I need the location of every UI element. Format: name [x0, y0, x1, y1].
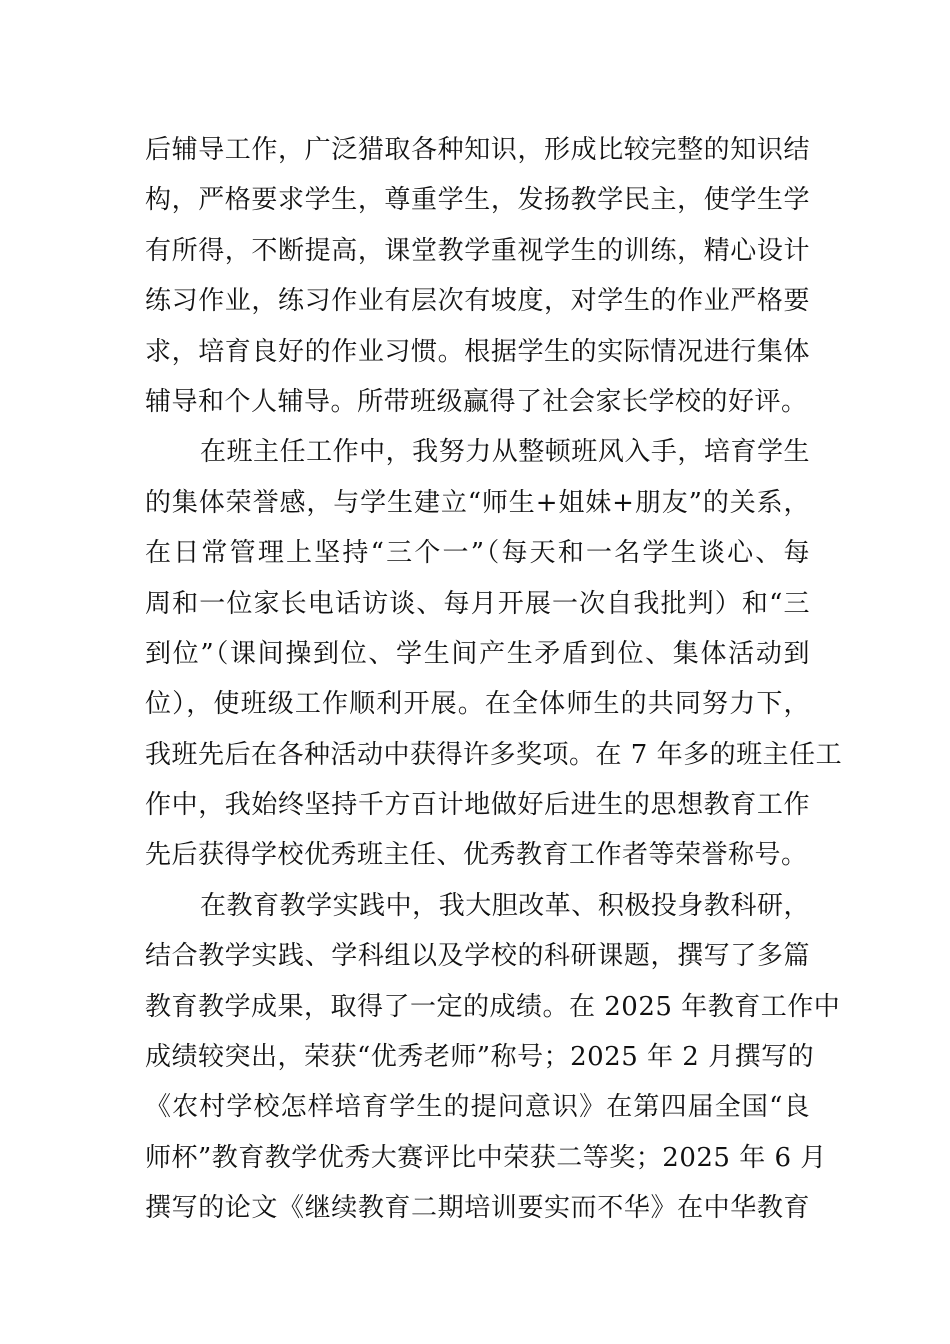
text-line: 《农村学校怎样培育学生的提问意识》在第四届全国“良	[145, 1092, 810, 1123]
text-line: 撰写的论文《继续教育二期培训要实而不华》在中华教育	[145, 1193, 810, 1224]
text-line: 教育教学成果，取得了一定的成绩。在 2025 年教育工作中	[145, 991, 841, 1022]
paragraph	[145, 125, 810, 427]
text-line: 后辅导工作，广泛猎取各种知识，形成比较完整的知识结	[145, 135, 810, 165]
text-line: 作中，我始终坚持千方百计地做好后进生的思想教育工作	[145, 790, 810, 821]
paragraph	[145, 881, 841, 1234]
text-line: 有所得，不断提高，课堂教学重视学生的训练，精心设计	[145, 235, 810, 266]
text-line: 在班主任工作中，我努力从整顿班风入手，培育学生	[200, 437, 810, 468]
text-line: 先后获得学校优秀班主任、优秀教育工作者等荣誉称号。	[145, 840, 808, 871]
text-line: 师杯”教育教学优秀大赛评比中荣获二等奖；2025 年 6 月	[145, 1142, 827, 1173]
text-line: 在日常管理上坚持“三个一”（每天和一名学生谈心、每	[145, 538, 810, 569]
text-line: 练习作业，练习作业有层次有坡度，对学生的作业严格要	[145, 286, 810, 317]
paragraph	[145, 427, 843, 881]
text-line: 在教育教学实践中，我大胆改革、积极投身教科研，	[200, 890, 810, 921]
text-line: 成绩较突出，荣获“优秀老师”称号；2025 年 2 月撰写的	[145, 1042, 815, 1073]
text-line: 位），使班级工作顺利开展。在全体师生的共同努力下，	[145, 689, 810, 720]
text-line: 我班先后在各种活动中获得许多奖项。在 7 年多的班主任工	[145, 739, 843, 770]
text-line: 周和一位家长电话访谈、每月开展一次自我批判）和“三	[145, 588, 810, 619]
text-line: 的集体荣誉感，与学生建立“师生+姐妹+朋友”的关系，	[145, 487, 810, 518]
text-line: 求，培育良好的作业习惯。根据学生的实际情况进行集体	[145, 336, 810, 367]
text-line: 辅导和个人辅导。所带班级赢得了社会家长学校的好评。	[145, 386, 808, 417]
text-line: 结合教学实践、学科组以及学校的科研课题，撰写了多篇	[145, 941, 810, 972]
text-line: 到位”（课间操到位、学生间产生矛盾到位、集体活动到	[145, 638, 810, 669]
text-line: 构，严格要求学生，尊重学生，发扬教学民主，使学生学	[145, 185, 810, 216]
document-body	[145, 125, 843, 1234]
